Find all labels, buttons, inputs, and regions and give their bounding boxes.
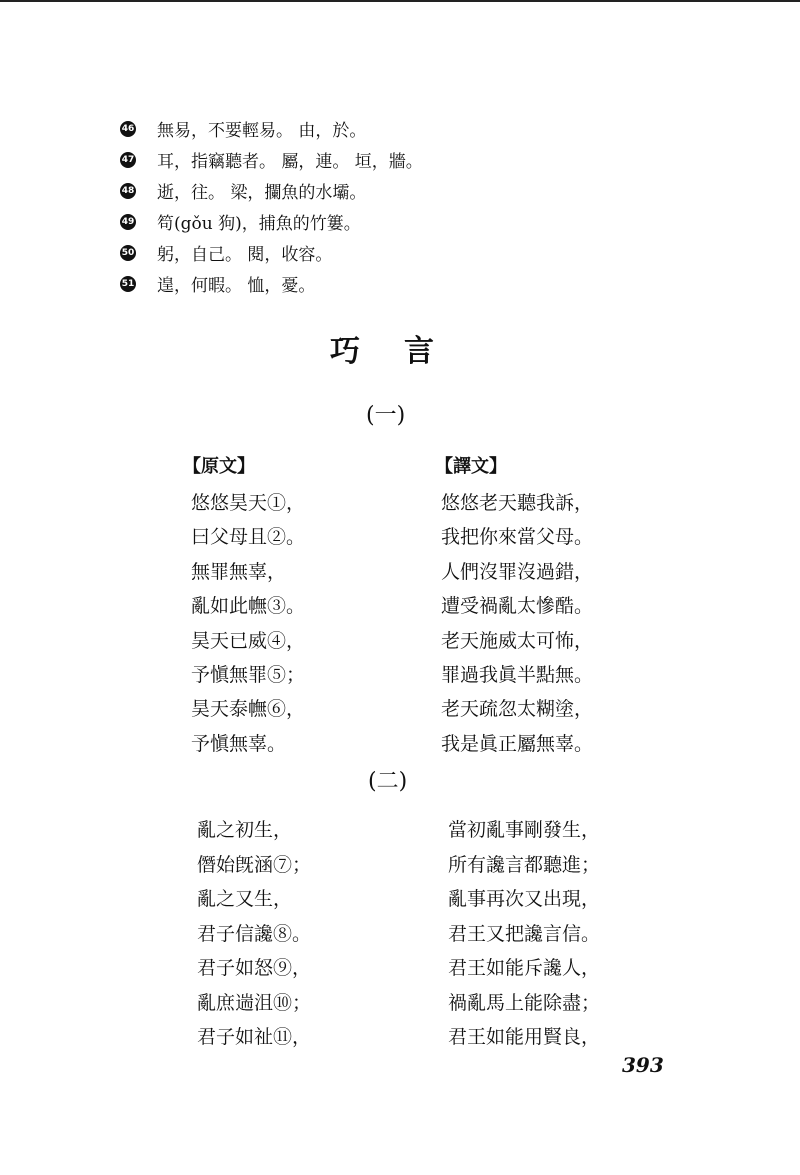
footnote [120,237,423,268]
translation-line: 遭受禍亂太慘酷。 [441,595,594,618]
page-number: 393 [622,1053,664,1077]
translation-column-2 [448,813,600,1055]
translation-line: 當初亂事剛發生， [448,819,601,841]
verse-line: 無罪無辜， [191,560,287,583]
verse-line: 君子信讒⑧。 [197,922,312,945]
note-number: 50 [120,245,136,261]
translation-line: 禍亂馬上能除盡； [448,991,601,1014]
verse-line: 昊天泰幠⑥， [191,698,306,721]
footnotes [120,113,423,299]
note-text: 耳，指竊聽者。 屬，連。 垣，牆。 [157,152,423,172]
top-rule [0,0,800,2]
verse-line: 君子如祉⑪， [197,1026,312,1048]
translation-column-1 [435,452,593,761]
translation-header: 【譯文】 [435,456,507,477]
translation-line: 罪過我眞半點無。 [441,663,594,686]
original-header: 【原文】 [183,456,255,477]
translation-line: 君王又把讒言信。 [448,922,601,945]
note-text: 逝，往。 梁，攔魚的水壩。 [157,183,367,203]
section-heading-1: (一) [366,403,406,428]
original-text-column-1 [183,452,305,761]
translation-line: 人們沒罪沒過錯， [441,560,594,583]
translation-line: 悠悠老天聽我訴， [441,492,594,514]
translation-line: 君王如能用賢良， [448,1026,601,1048]
verse-line: 君子如怒⑨， [197,957,312,979]
translation-line: 君王如能斥讒人， [448,957,601,979]
note-number: 46 [120,121,136,137]
section-heading-2: (二) [368,769,408,794]
verse-line: 亂之又生， [197,888,293,910]
footnote [120,175,423,206]
verse-line: 悠悠昊天①， [191,492,306,514]
note-text: 遑，何暇。 恤，憂。 [157,276,316,296]
verse-line: 予愼無罪⑤； [191,663,306,686]
verse-line: 僭始旣涵⑦； [197,853,312,876]
translation-line: 老天施威太可怖， [441,629,594,652]
footnote [120,206,423,237]
verse-line: 亂如此幠③。 [191,595,306,618]
note-text: 笱(gǒu 狗)，捕魚的竹簍。 [157,214,361,234]
verse-line: 亂庶遄沮⑩； [197,991,312,1014]
translation-line: 我把你來當父母。 [441,526,594,549]
translation-line: 老天疏忽太糊塗， [441,698,594,721]
note-text: 躬，自己。 閱，收容。 [157,245,333,265]
footnote [120,268,423,299]
note-number: 47 [120,152,136,168]
verse-line: 予愼無辜。 [191,732,287,755]
footnote [120,113,423,144]
note-number: 51 [120,276,136,292]
translation-line: 所有讒言都聽進； [448,853,601,876]
note-number: 49 [120,214,136,230]
verse-line: 昊天已威④， [191,629,306,652]
translation-line: 亂事再次又出現， [448,888,601,910]
footnote [120,144,423,175]
note-text: 無易，不要輕易。 由，於。 [157,121,367,141]
translation-line: 我是眞正屬無辜。 [441,732,594,755]
note-number: 48 [120,183,136,199]
verse-line: 曰父母且②。 [191,526,306,549]
original-text-column-2 [197,813,311,1055]
poem-title: 巧言 [330,334,478,369]
verse-line: 亂之初生， [197,819,293,841]
